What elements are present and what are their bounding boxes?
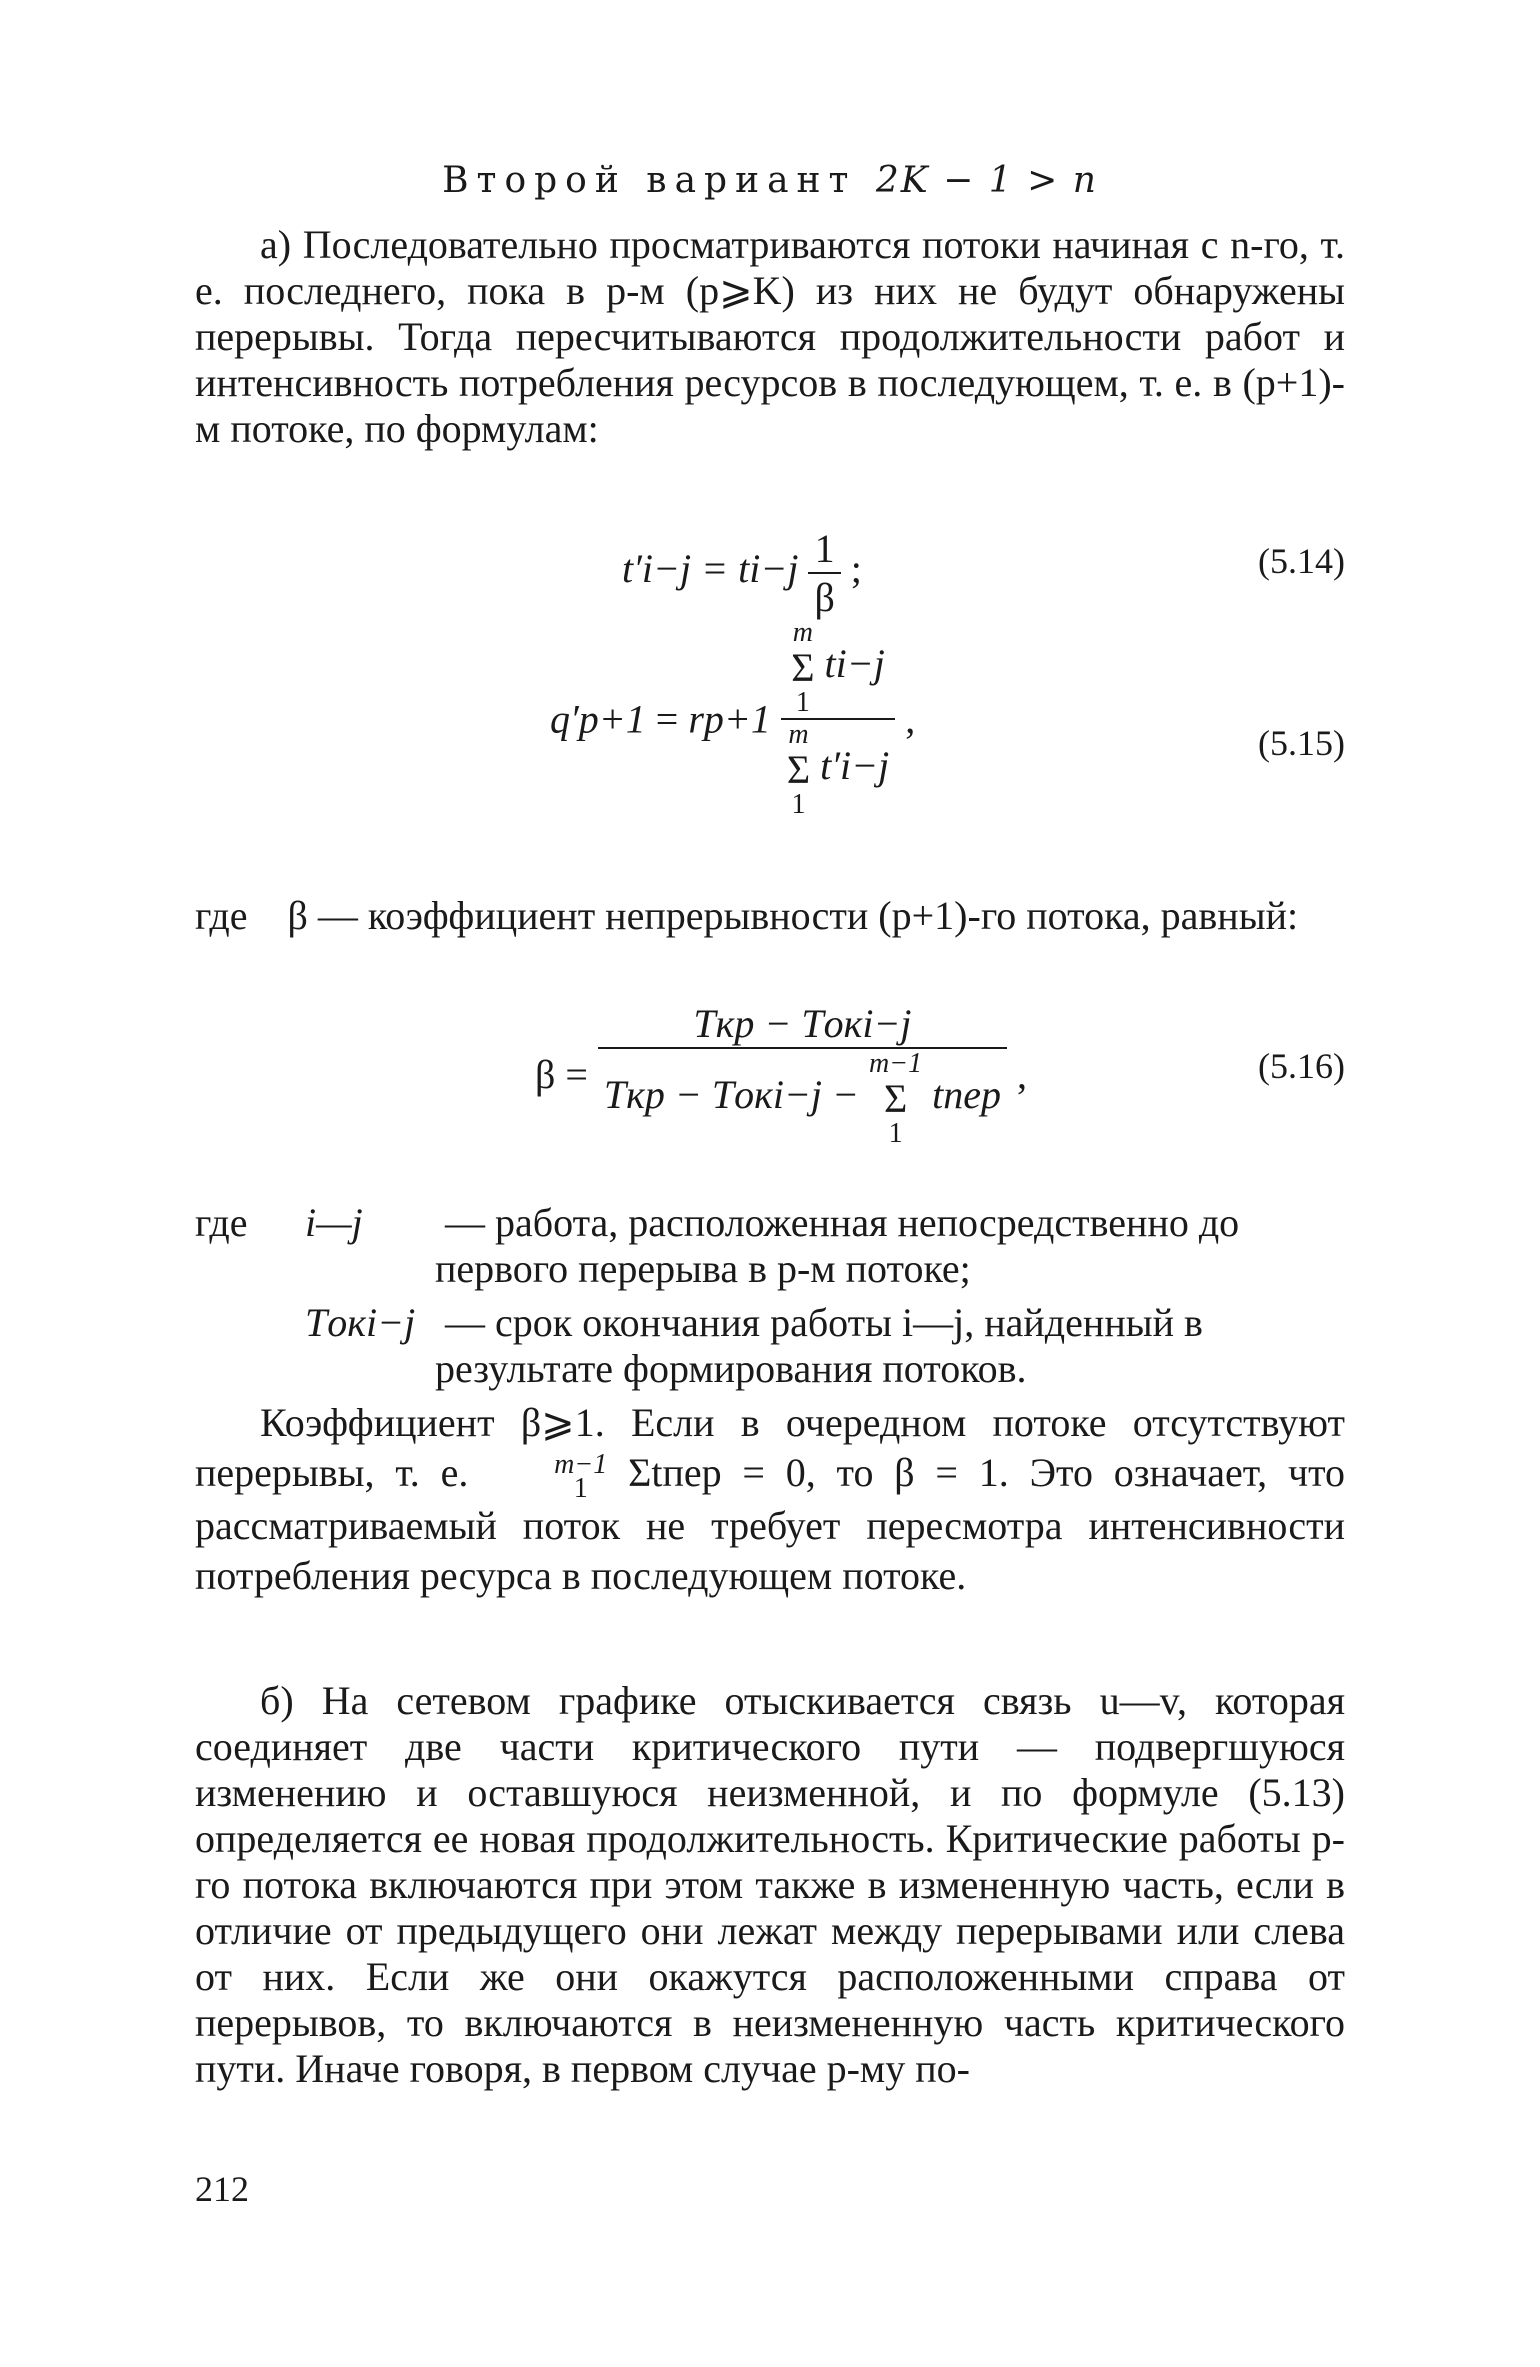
eq16-denominator xyxy=(598,1049,1007,1149)
definitions-list xyxy=(195,1200,1345,1392)
eq16-den-upper: m−1 xyxy=(869,1048,923,1079)
coef-sum-limits xyxy=(489,1448,608,1504)
eq15-num-lower: 1 xyxy=(795,687,810,718)
beta-def-symbol: β xyxy=(287,893,308,938)
eq15-tail: , xyxy=(905,696,916,742)
eq15-coef: rp+1 xyxy=(688,696,771,742)
eq14-lhs: t′i−j xyxy=(622,546,692,592)
section-heading xyxy=(0,160,1540,201)
def-symbol: i—j xyxy=(305,1200,363,1245)
def-item xyxy=(195,1200,1345,1292)
eq15-den-sum: m Σ 1 xyxy=(786,719,811,820)
paragraph-coefficient xyxy=(195,1398,1345,1601)
paragraph-a xyxy=(195,222,1345,452)
def-where: где xyxy=(195,1200,248,1245)
eq15-lhs: q′p+1 xyxy=(550,696,646,742)
eq16-den-a: Tкр − Tокi−j − xyxy=(603,1072,860,1118)
eq15-equals: = xyxy=(655,696,679,742)
eq14-fraction xyxy=(808,525,840,621)
beta-def-row xyxy=(195,893,1345,939)
eq14-tail: ; xyxy=(850,546,862,592)
eq16-den-term: tпер xyxy=(932,1072,1002,1118)
coef-paragraph xyxy=(195,1398,1345,1601)
coef-text-2: Это означает, что рассматриваемый поток не требует пересмотра интенсивности потребления ресурса в последующем потоке. xyxy=(195,1450,1346,1598)
beta-def-where: где xyxy=(195,893,248,938)
eq16-tail: , xyxy=(1017,1052,1028,1097)
eq16-numerator: Tкр − Tокi−j xyxy=(598,1000,1007,1049)
eq16-fraction xyxy=(598,1000,1007,1149)
eq16-number: (5.16) xyxy=(1258,1046,1345,1086)
coef-text-1: Коэффициент β⩾1. Если в очередном потоке отсутствуют перерывы, т. е. xyxy=(195,1400,1345,1495)
eq15-number: (5.15) xyxy=(1258,723,1345,763)
equation-5-16 xyxy=(535,1000,1027,1149)
eq14-number: (5.14) xyxy=(1258,541,1345,581)
eq14-denominator: β xyxy=(814,575,835,620)
def-text: — срок окончания работы i—j, найденный в результате формирования потоков. xyxy=(435,1300,1203,1391)
beta-def-text: — коэффициент непрерывности (p+1)-го потока, равный: xyxy=(317,893,1299,938)
eq15-den-term: t′i−j xyxy=(820,743,890,789)
eq16-den-sum: m−1 Σ 1 xyxy=(869,1048,923,1149)
coef-sum-text: Σtпер = 0, то β = 1. xyxy=(628,1450,1009,1495)
paragraph-b xyxy=(195,1678,1345,2092)
eq14-rhs: ti−j xyxy=(738,546,799,592)
eq15-den-upper: m xyxy=(788,719,809,750)
eq15-fraction xyxy=(781,618,895,820)
eq16-lhs: β = xyxy=(535,1052,588,1097)
paragraph-a-text: а) Последовательно просматриваются потоки начиная с n-го, т. е. последнего, пока в p-м (p⩾K) из них не будут обнаружены перерывы. Тогда пересчитываются продолжительности работ и интенсивность потребления ресурсов в последующем, т. е. в (p+1)-м потоке, по формулам: xyxy=(195,222,1345,451)
eq15-denominator xyxy=(781,720,895,820)
eq15-numerator xyxy=(781,618,895,720)
eq16-den-lower: 1 xyxy=(888,1118,903,1149)
coef-sum-lower: 1 xyxy=(573,1472,588,1504)
def-symbol: Tокi−j xyxy=(305,1300,416,1345)
equation-5-14: t′i−j = ti−j $\frac{1}{\beta}$ ; xyxy=(622,526,862,620)
heading-text: Второй вариант xyxy=(442,160,857,201)
eq15-den-lower: 1 xyxy=(791,789,806,820)
heading-condition: 2K − 1 > n xyxy=(875,160,1098,201)
paragraph-b-text: б) На сетевом графике отыскивается связь u—v, которая соединяет две части критического пути — подвергшуюся изменению и оставшуюся неизменной, и по формуле (5.13) определяется ее новая продолжительность. Критические работы p-го потока включаются при этом также в измененную часть, если в отличие от предыдущего они лежат между перерывами или слева от них. Если же они окажутся расположенными справа от перерывов, то включаются в неизмененную часть критического пути. Иначе говоря, в первом случае p-му по- xyxy=(195,1678,1345,2091)
eq15-num-upper: m xyxy=(792,617,813,648)
eq14-numerator: 1 xyxy=(808,525,840,574)
def-text: — работа, расположенная непосредственно до первого перерыва в p-м потоке; xyxy=(435,1200,1240,1291)
coef-sum-upper: m−1 xyxy=(554,1448,608,1480)
equation-5-15 xyxy=(550,618,915,820)
page-number: 212 xyxy=(195,2169,249,2209)
beta-definition xyxy=(195,893,1345,939)
def-item xyxy=(195,1300,1345,1392)
eq15-num-sum: m Σ 1 xyxy=(791,617,815,718)
eq15-num-term: ti−j xyxy=(824,641,885,687)
